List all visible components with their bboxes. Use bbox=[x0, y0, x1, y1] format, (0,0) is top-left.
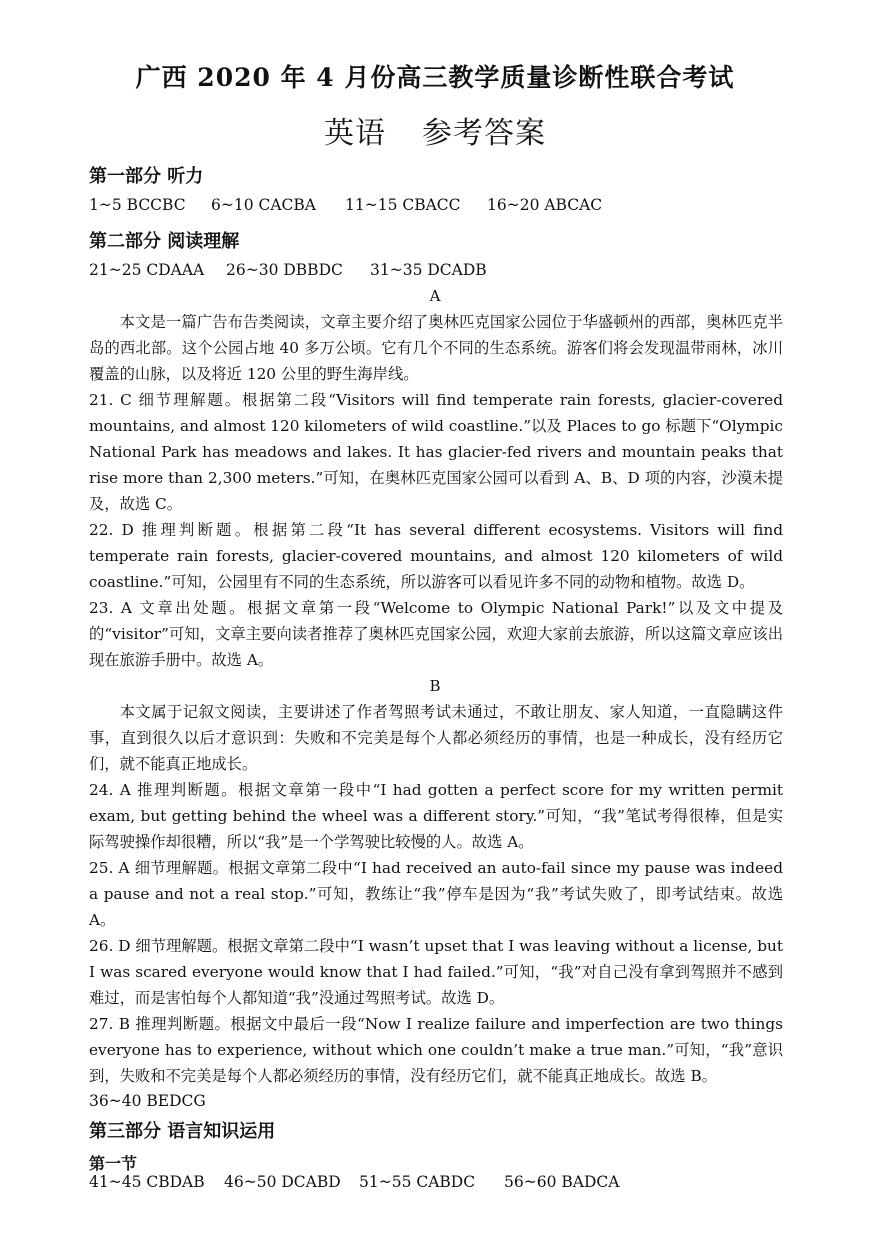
answer-group: 6~10 CACBA bbox=[211, 196, 316, 214]
answer-group: 41~45 CBDAB bbox=[89, 1173, 205, 1191]
question-22-explanation: 22. D 推理判断题。根据第二段“It has several different ecosystems. Visitors will find temperate rain forests, glacier-covered mountains, and almost 120 kilometers of wild coastline.”可知，公园里有不同的生态系统，所以游客可以看见许多不同的动物和植物。故选 D。 bbox=[89, 521, 783, 591]
answer-group: 16~20 ABCAC bbox=[487, 196, 603, 214]
answer-group: 11~15 CBACC bbox=[345, 196, 461, 214]
passage-a-summary: 本文是一篇广告布告类阅读，文章主要介绍了奥林匹克国家公园位于华盛顿州的西部，奥林匹克半岛的西北部。这个公园占地 40 多万公顷。它有几个不同的生态系统。游客们将会发现温带雨林，冰川覆盖的山脉，以及将近 120 公里的野生海岸线。 bbox=[89, 313, 783, 383]
part2-heading: 第二部分 阅读理解 bbox=[89, 231, 240, 252]
question-27-explanation: 27. B 推理判断题。根据文中最后一段“Now I realize failure and imperfection are two things everyone has to experience, without which one couldn’t make a true man.”可知，“我”意识到，失败和不完美是每个人都必须经历的事情，没有经历它们，就不能真正地成长。故选 B。 bbox=[89, 1015, 783, 1085]
document-subtitle bbox=[0, 108, 870, 152]
part1-answers bbox=[89, 196, 602, 214]
question-23-explanation: 23. A 文章出处题。根据文章第一段“Welcome to Olympic National Park!”以及文中提及的“visitor”可知，文章主要向读者推荐了奥林匹克国家公园，欢迎大家前去旅游，所以这篇文章应该出现在旅游手册中。故选 A。 bbox=[89, 599, 783, 669]
part1-heading: 第一部分 听力 bbox=[89, 166, 204, 187]
answer-group: 51~55 CABDC bbox=[359, 1173, 476, 1191]
answer-group: 31~35 DCADB bbox=[370, 261, 487, 279]
document-title: 广西 2020 年 4 月份高三教学质量诊断性联合考试 bbox=[135, 63, 735, 92]
answer-group: 21~25 CDAAA bbox=[89, 261, 205, 279]
answers-36-40: 36~40 BEDCG bbox=[89, 1092, 206, 1110]
part2-answers bbox=[89, 261, 487, 279]
part3-heading: 第三部分 语言知识运用 bbox=[89, 1121, 276, 1142]
subtitle-subject: 英语 bbox=[324, 116, 386, 151]
answer-group: 56~60 BADCA bbox=[504, 1173, 620, 1191]
passage-a-label: A bbox=[429, 287, 441, 305]
answer-group: 1~5 BCCBC bbox=[89, 196, 186, 214]
passage-b-summary: 本文属于记叙文阅读，主要讲述了作者驾照考试未通过，不敢让朋友、家人知道，一直隐瞒这件事，直到很久以后才意识到：失败和不完美是每个人都必须经历的事情，也是一种成长，没有经历它们，就不能真正地成长。 bbox=[89, 703, 783, 773]
question-24-explanation: 24. A 推理判断题。根据文章第一段中“I had gotten a perfect score for my written permit exam, but getting behind the wheel was a different story.”可知，“我”笔试考得很棒，但是实际驾驶操作却很糟，所以“我”是一个学驾驶比较慢的人。故选 A。 bbox=[89, 781, 783, 851]
part3-section1-answers bbox=[89, 1173, 619, 1191]
answer-group: 46~50 DCABD bbox=[224, 1173, 341, 1191]
question-26-explanation: 26. D 细节理解题。根据文章第二段中“I wasn’t upset that I was leaving without a license, but I was scared everyone would know that I had failed.”可知，“我”对自己没有拿到驾照并不感到难过，而是害怕每个人都知道“我”没通过驾照考试。故选 D。 bbox=[89, 937, 783, 1007]
answer-group: 26~30 DBBDC bbox=[226, 261, 343, 279]
passage-b-label: B bbox=[429, 677, 441, 695]
question-25-explanation: 25. A 细节理解题。根据文章第二段中“I had received an auto-fail since my pause was indeed a pause and not a real stop.”可知，教练让“我”停车是因为“我”考试失败了，即考试结束。故选 A。 bbox=[89, 859, 783, 929]
question-21-explanation: 21. C 细节理解题。根据第二段“Visitors will find temperate rain forests, glacier-covered mountains, and almost 120 kilometers of wild coastline.”以及 Places to go 标题下“Olympic National Park has meadows and lakes. It has glacier-fed rivers and mountain peaks that rise more than 2,300 meters.”可知，在奥林匹克国家公园可以看到 A、B、D 项的内容，沙漠未提及，故选 C。 bbox=[89, 391, 783, 513]
subtitle-answer-key: 参考答案 bbox=[422, 116, 546, 151]
part3-section1-heading: 第一节 bbox=[89, 1154, 138, 1173]
